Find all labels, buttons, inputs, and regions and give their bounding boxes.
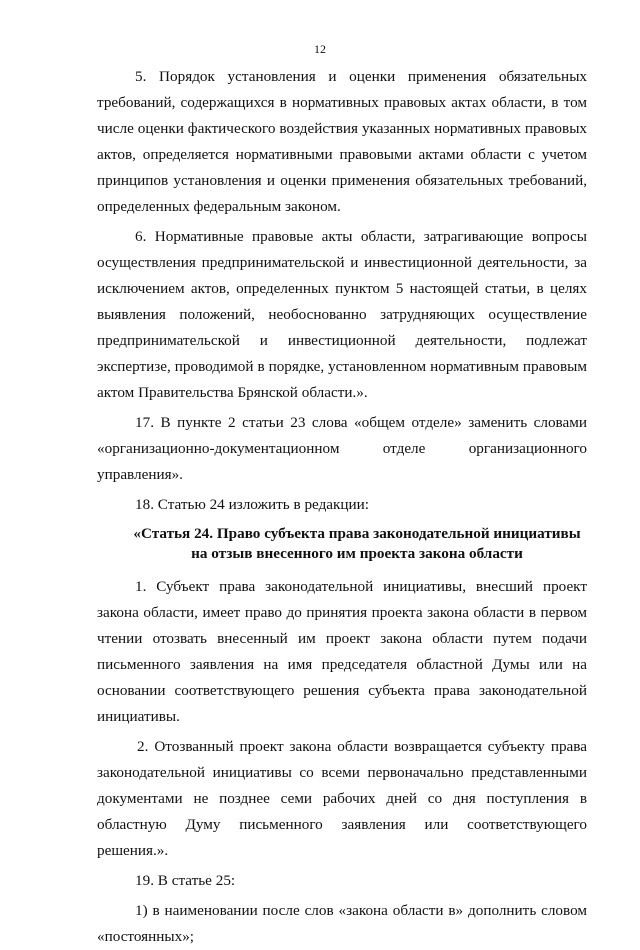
document-body [97,64,587,950]
article-24-title [97,524,587,564]
paragraph-5: 5. Порядок установления и оценки применения обязательных требований, содержащихся в нормативных правовых актах области, в том числе оценки фактического воздействия указанных нормативных правовых актов, определяется нормативными правовыми актами области с учетом принципов установления и оценки применения обязательных требований, определенных федеральным законом. [97,68,587,215]
article-title-line-2: на отзыв внесенного им проекта закона области [191,545,523,562]
article-title-line-1: «Статья 24. Право субъекта права законодательной инициативы [133,525,581,542]
paragraph-6: 6. Нормативные правовые акты области, затрагивающие вопросы осуществления предпринимательской и инвестиционной деятельности, за исключением актов, определенных пунктом 5 настоящей статьи, в целях выявления положений, необоснованно затрудняющих осуществление предпринимательской и инвестиционной деятельности, подлежат экспертизе, проводимой в порядке, установленном нормативным правовым актом Правительства Брянской области.». [97,228,587,401]
paragraph-19-item-1: 1) в наименовании после слов «закона области в» дополнить словом «постоянных»; [97,902,587,945]
paragraph-18: 18. Статью 24 изложить в редакции: [135,496,370,513]
article-paragraph-1: 1. Субъект права законодательной инициативы, внесший проект закона области, имеет право до принятия проекта закона области в первом чтении отозвать внесенный им проект закона области путем подачи письменного заявления на имя председателя областной Думы или на основании соответствующего решения субъекта права законодательной инициативы. [97,578,587,725]
article-paragraph-2: 2. Отозванный проект закона области возвращается субъекту права законодательной инициативы со всеми первоначально представленными документами не позднее семи рабочих дней со дня поступления в областную Думу письменного заявления или соответствующего решения.». [97,738,587,859]
paragraph-19: 19. В статье 25: [135,872,236,889]
paragraph-17: 17. В пункте 2 статьи 23 слова «общем отделе» заменить словами «организационно-документационном отделе организационного управления». [97,414,587,483]
page-number: 12 [314,42,326,56]
